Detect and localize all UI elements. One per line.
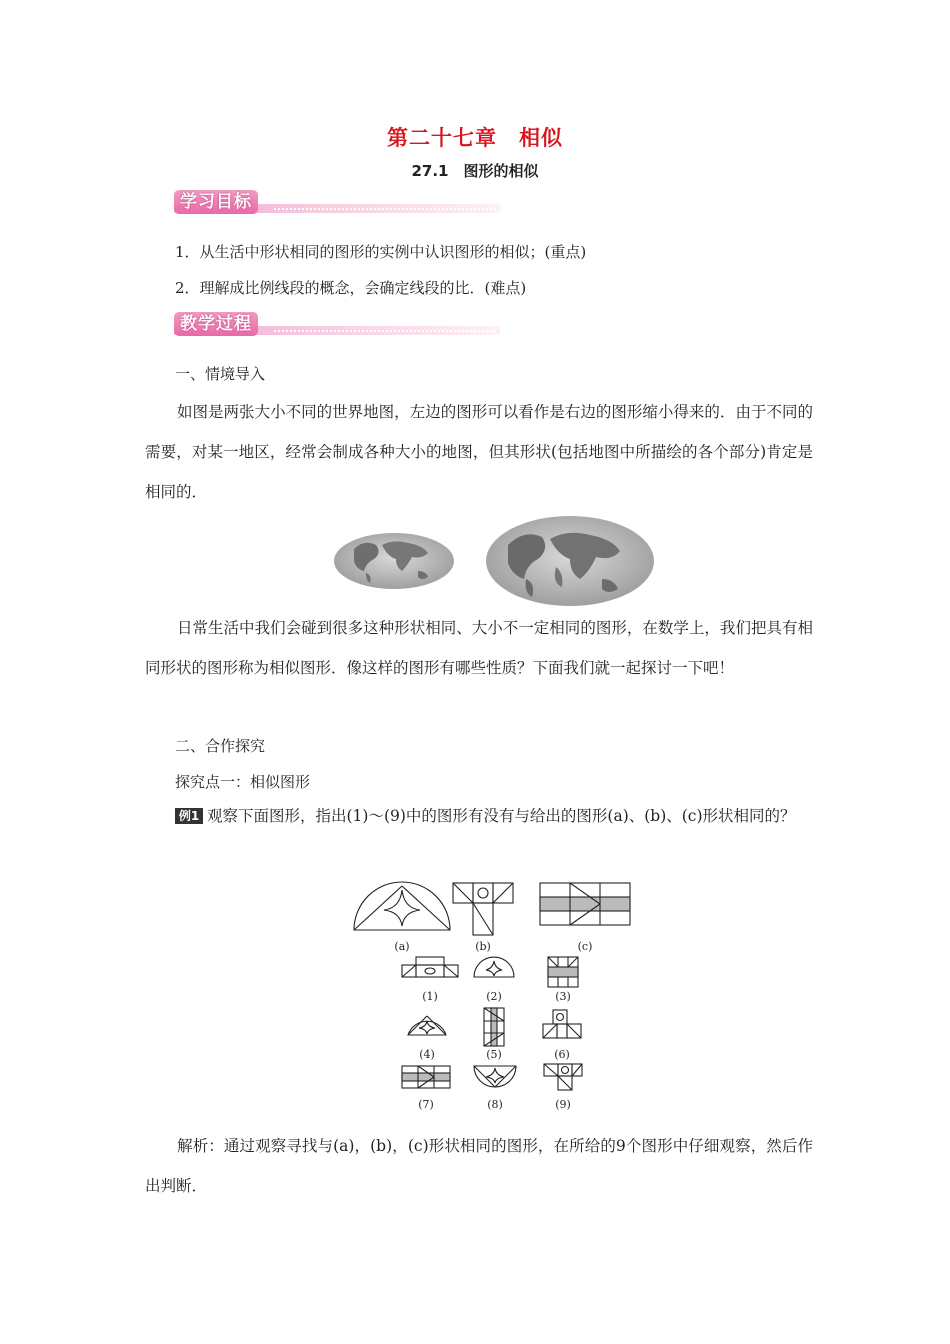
label-2: (2) <box>486 990 502 1003</box>
label-6: (6) <box>554 1048 570 1061</box>
figure-2 <box>474 957 514 977</box>
small-world-map <box>334 533 454 589</box>
figure-1 <box>402 957 458 977</box>
chapter-title: 第二十七章 相似 <box>387 126 563 150</box>
example-text: 观察下面图形，指出(1)～(9)中的图形有没有与给出的图形(a)、(b)、(c)形状相同的？ <box>207 807 796 825</box>
teaching-process-label: 教学过程 <box>174 312 258 336</box>
figure-9 <box>544 1064 582 1090</box>
figure-8 <box>474 1066 516 1087</box>
similar-figures-text: 日常生活中我们会碰到很多这种形状相同、大小不一定相同的图形，在数学上，我们把具有相同形状的图形称为相似图形．像这样的图形有哪些性质？下面我们就一起探讨一下吧！ <box>145 619 813 677</box>
learning-goals-banner <box>174 190 500 216</box>
example-badge: 例1 <box>175 808 203 824</box>
goal-item-1: 1．从生活中形状相同的图形的实例中认识图形的相似；(重点) <box>175 243 587 261</box>
figure-7 <box>402 1066 450 1088</box>
figure-4 <box>408 1016 446 1035</box>
part1-heading: 一、情境导入 <box>175 365 266 383</box>
figure-5 <box>484 1008 504 1046</box>
label-4: (4) <box>419 1048 435 1061</box>
label-8: (8) <box>487 1098 503 1111</box>
figure-a <box>354 882 450 930</box>
part2-heading: 二、合作探究 <box>175 737 266 755</box>
label-9: (9) <box>555 1098 571 1111</box>
teaching-process-banner <box>174 312 500 338</box>
goal-item-2: 2．理解成比例线段的概念，会确定线段的比．(难点) <box>175 279 527 297</box>
analysis-text: 解析：通过观察寻找与(a)，(b)，(c)形状相同的图形，在所给的9个图形中仔细观察，然后作出判断． <box>145 1137 813 1195</box>
label-3: (3) <box>555 990 571 1003</box>
label-c: (c) <box>577 940 593 953</box>
example-1 <box>145 796 813 880</box>
label-b: (b) <box>475 940 491 953</box>
world-map-images <box>330 515 655 610</box>
figure-6 <box>543 1010 581 1038</box>
intro-paragraph <box>145 392 813 516</box>
figure-c <box>540 883 630 925</box>
figure-3 <box>548 957 578 987</box>
explore-point-1: 探究点一：相似图形 <box>175 773 311 791</box>
figure-b <box>453 883 513 935</box>
label-a: (a) <box>394 940 410 953</box>
label-1: (1) <box>422 990 438 1003</box>
similar-figures-paragraph <box>145 608 813 732</box>
intro-text: 如图是两张大小不同的世界地图，左边的图形可以看作是右边的图形缩小得来的．由于不同的需要，对某一地区，经常会制成各种大小的地图，但其形状(包括地图中所描绘的各个部分)肯定是相同的． <box>145 403 813 501</box>
learning-goals-label: 学习目标 <box>174 190 258 214</box>
analysis-paragraph <box>145 1126 813 1210</box>
section-title: 27.1 图形的相似 <box>411 162 539 180</box>
large-world-map <box>486 516 654 606</box>
example-figures <box>340 878 640 1116</box>
label-7: (7) <box>418 1098 434 1111</box>
label-5: (5) <box>486 1048 502 1061</box>
